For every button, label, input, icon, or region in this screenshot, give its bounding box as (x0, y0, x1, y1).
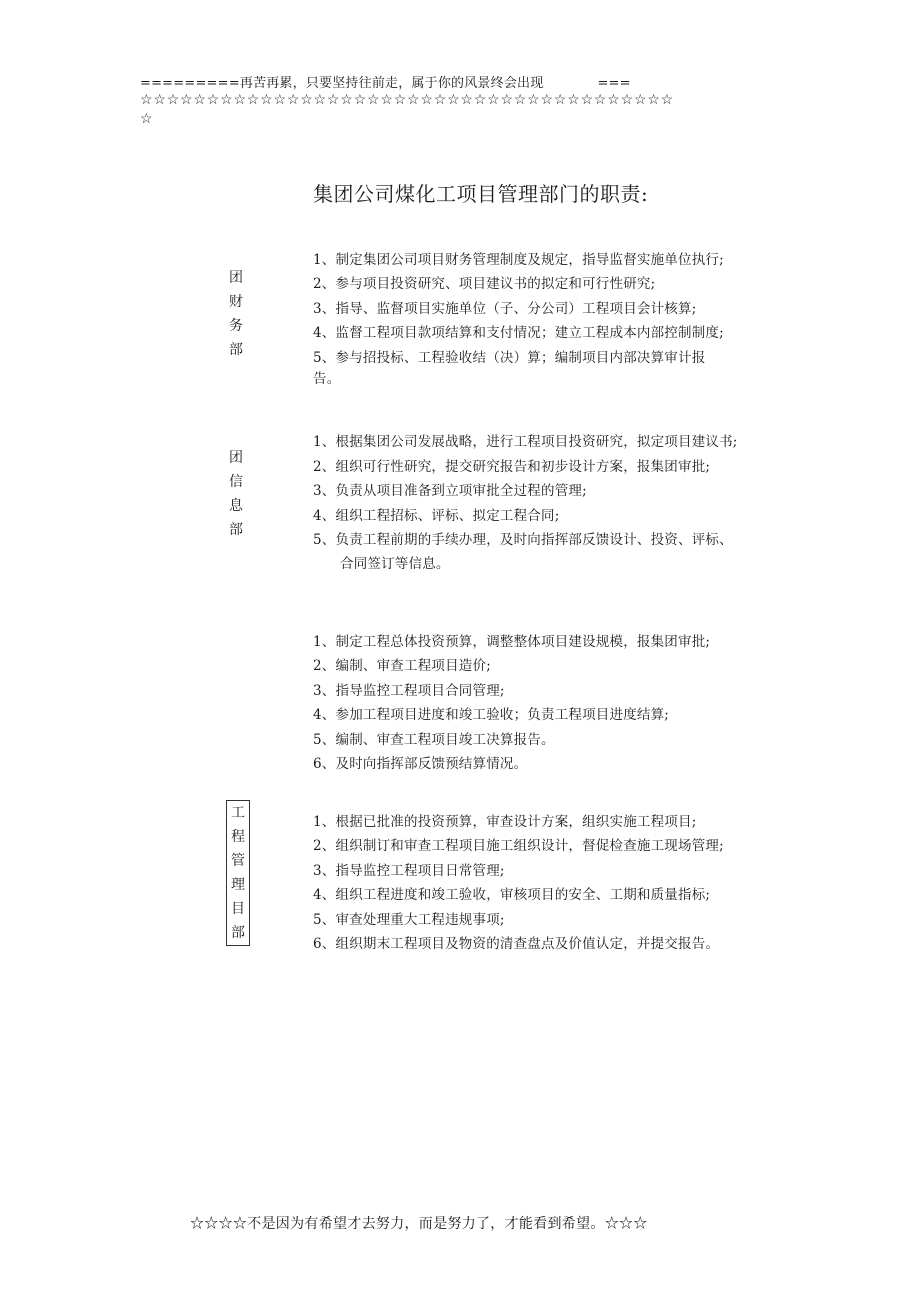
header-stars-line: ☆☆☆☆☆☆☆☆☆☆☆☆☆☆☆☆☆☆☆☆☆☆☆☆☆☆☆☆☆☆☆☆☆☆☆☆☆☆☆☆ (140, 92, 675, 108)
duty-item: 5、负责工程前期的手续办理，及时向指挥部反馈设计、投资、评标、 (313, 532, 733, 548)
duty-item: 1、制定集团公司项目财务管理制度及规定，指导监督实施单位执行; (313, 252, 724, 268)
duty-item: 5、审查处理重大工程违规事项; (313, 912, 505, 928)
duty-item-continuation: 合同签订等信息。 (340, 556, 450, 572)
duty-item: 4、组织工程招标、评标、拟定工程合同; (313, 508, 560, 524)
dept-label-finance (227, 266, 245, 362)
dept-label-engineering (226, 800, 250, 946)
dept-label-char: 目 (231, 901, 245, 917)
dept-label-char: 信 (229, 474, 243, 490)
duty-item: 5、参与招投标、工程验收结（决）算；编制项目内部决算审计报 (313, 350, 706, 366)
duty-item: 6、及时向指挥部反馈预结算情况。 (313, 756, 528, 772)
duty-item: 1、制定工程总体投资预算，调整整体项目建设规模，报集团审批; (313, 634, 711, 650)
dept-label-char: 工 (231, 805, 245, 821)
duty-item: 5、编制、审查工程项目竣工决算报告。 (313, 732, 555, 748)
dept-label-char: 部 (231, 925, 245, 941)
duty-item: 1、根据已批准的投资预算，审查设计方案，组织实施工程项目; (313, 814, 697, 830)
duty-item-continuation: 告。 (313, 371, 341, 387)
dept-label-char: 理 (231, 877, 245, 893)
duty-item: 2、组织制订和审查工程项目施工组织设计，督促检查施工现场管理; (313, 838, 724, 854)
duty-item: 3、指导监控工程项目日常管理; (313, 863, 505, 879)
duty-item: 4、参加工程项目进度和竣工验收；负责工程项目进度结算; (313, 707, 670, 723)
dept-label-char: 团 (229, 270, 243, 286)
header-motto-tail: === (597, 76, 631, 91)
dept-label-char: 部 (229, 342, 243, 358)
dept-label-char: 务 (229, 318, 243, 334)
duty-item: 2、参与项目投资研究、项目建议书的拟定和可行性研究; (313, 276, 656, 292)
dept-label-char: 息 (229, 498, 243, 514)
dept-label-char: 团 (229, 450, 243, 466)
document-title: 集团公司煤化工项目管理部门的职责: (313, 182, 649, 206)
duty-item: 4、监督工程项目款项结算和支付情况；建立工程成本内部控制制度; (313, 325, 724, 341)
duty-item: 4、组织工程进度和竣工验收，审核项目的安全、工期和质量指标; (313, 887, 711, 903)
dept-label-char: 部 (229, 522, 243, 538)
duty-item: 2、组织可行性研究，提交研究报告和初步设计方案，报集团审批; (313, 459, 711, 475)
duty-item: 2、编制、审查工程项目造价; (313, 658, 491, 674)
duty-item: 3、负责从项目准备到立项审批全过程的管理; (313, 483, 587, 499)
duty-item: 3、指导监控工程项目合同管理; (313, 683, 505, 699)
duty-item: 1、根据集团公司发展战略，进行工程项目投资研究，拟定项目建议书; (313, 434, 738, 450)
dept-label-char: 财 (229, 294, 243, 310)
header-motto (140, 72, 631, 91)
header-motto-text: =========再苦再累，只要坚持往前走，属于你的风景终会出现 (140, 76, 544, 91)
header-stars-line-2: ☆ (140, 111, 153, 127)
dept-label-char: 管 (231, 853, 245, 869)
duty-item: 3、指导、监督项目实施单位（子、分公司）工程项目会计核算; (313, 301, 697, 317)
dept-label-char: 程 (231, 829, 245, 845)
duty-item: 6、组织期末工程项目及物资的清查盘点及价值认定，并提交报告。 (313, 936, 720, 952)
footer-motto: ☆☆☆☆不是因为有希望才去努力，而是努力了，才能看到希望。☆☆☆ (190, 1216, 648, 1232)
dept-label-info (227, 446, 245, 542)
